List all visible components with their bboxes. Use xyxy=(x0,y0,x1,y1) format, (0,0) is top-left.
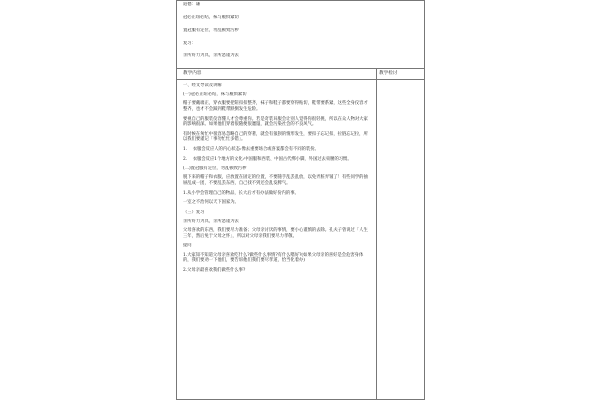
header-notes-cell xyxy=(377,69,425,80)
numbered-item: 1. 衣服会反应人的内心状态:像去重要场合或喜宴都会有不同的装扮。 xyxy=(183,146,319,152)
subsection-heading: (二)置冠服有定位，勿乱顿致污秽 xyxy=(183,166,247,172)
question-heading: 提问 xyxy=(183,243,192,249)
question-item: 1.大家知不知道父母亲喜欢吃什么?做些什么事情?有什么嗜好?(如果父母亲的喜好是会危害身体的，我们要劝一下他们，要告诉他们我们要尽孝道，恰当化着办) xyxy=(183,252,364,264)
lesson-table xyxy=(176,0,425,400)
notes-cell xyxy=(377,80,425,400)
review-line: 亲所好力为具，亲所恶谨为去 xyxy=(183,52,239,58)
column-header-notes: 教学检讨 xyxy=(379,71,398,76)
review-line: 亲所好力为具，亲所恶谨为去 xyxy=(183,218,239,224)
subsection-heading: (一)冠必正纽必结，袜与履俱紧切 xyxy=(183,92,247,98)
paragraph: 帽子要戴端正，穿衣服要把钮扣扣整齐，袜子和鞋子都要穿得贴切，鞋带要系紧，这些全身仪容才整齐，也才不会踩到鞋带跌倒发生危险。 xyxy=(183,101,368,112)
moral-topic: 道德：谦 xyxy=(183,2,201,7)
paragraph: 脱下来的帽子和衣服，应放置在固定的位置，不要随手乱丢乱放，以免弄脏弄皱了！有些同学的抽屉乱成一团，不要乱丢东西，自己找不到还会乱发脾气。 xyxy=(183,175,368,186)
header-content-cell xyxy=(177,69,377,80)
lesson-summary-cell xyxy=(177,1,425,69)
scripture-line-1: 冠必正纽必结，袜与履俱紧切 xyxy=(183,15,239,21)
section-heading: 一、经文导读及讲解 xyxy=(183,83,222,88)
document-page xyxy=(176,0,424,400)
question-item: 2.父母亲最喜欢我们做些什么事? xyxy=(183,267,246,273)
numbered-item: 1.从小学会管理自己的物品，长大后才有办法做好份内的事。 xyxy=(183,190,299,196)
scripture-line-2: 置冠服有定位，勿乱顿致污秽 xyxy=(183,28,239,34)
paragraph: 要视自己的服装仪容懂人才会尊重你。若是奇装异服会让别人觉得你很轻佻，所以在众人物对大家的影响很深。如果他们穿着很随便很邋遢，就会污染社会的不良风气。 xyxy=(183,116,368,128)
numbered-item: 一室之不治何以天下国家为。 xyxy=(183,200,239,206)
paragraph: 父母喜欢的东西，我们要尽力准备；父母亲讨厌的事情，要小心谨慎的去除。孔夫子曾说过「人生三年，然后免于父母之怀」，所以对父母亲我们要尽力孝敬。 xyxy=(183,228,368,239)
numbered-item: 2. 衣服会反应1个地方的文化:中国服和西装、中国古代绑小脚，外国过去束腰的习惯。 xyxy=(183,156,352,162)
subsection-heading: （三）复习 xyxy=(183,209,205,215)
column-header-content: 教学内容 xyxy=(183,71,202,76)
paragraph: 有时候在匆忙中很容易忽略自己的穿著，就会有狼狈的情形发生，要扣子忘记扣，拉链忘记拉，所以我们要谨记「事勿忙忙多错」。 xyxy=(183,131,368,143)
content-cell xyxy=(177,80,377,400)
review-label: 复习： xyxy=(183,40,196,46)
